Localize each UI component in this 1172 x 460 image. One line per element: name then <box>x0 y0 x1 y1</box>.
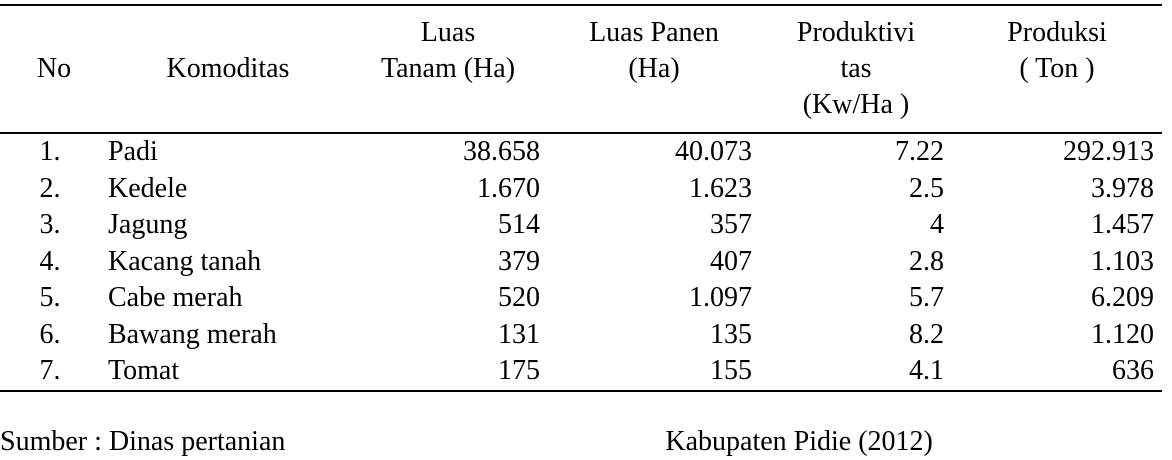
cell-produksi: 6.209 <box>1091 282 1154 314</box>
header-komoditas: Komoditas <box>166 53 290 84</box>
cell-produktivitas: 4.1 <box>909 355 944 387</box>
cell-luas-panen: 1.097 <box>689 282 752 314</box>
cell-produksi: 292.913 <box>1063 136 1154 168</box>
cell-luas-tanam: 175 <box>498 355 540 387</box>
header-produktivitas-line-3: (Kw/Ha ) <box>802 89 910 120</box>
table-row <box>0 133 1162 171</box>
header-produktivitas <box>760 5 952 133</box>
source-note-left: Sumber : Dinas pertanian <box>0 426 286 457</box>
header-produktivitas-line-1: Produktivi <box>796 17 916 48</box>
cell-produktivitas: 2.5 <box>909 172 944 204</box>
header-produksi <box>952 5 1162 133</box>
cell-produksi: 636 <box>1112 355 1154 387</box>
cell-komoditas: Kacang tanah <box>108 245 262 277</box>
cell-luas-panen: 40.073 <box>675 136 752 168</box>
table-row <box>0 244 1162 281</box>
cell-komoditas: Bawang merah <box>108 318 277 350</box>
cell-produktivitas: 8.2 <box>909 318 944 350</box>
cell-komoditas: Cabe merah <box>108 282 243 314</box>
cell-no: 5. <box>39 282 61 314</box>
cell-produktivitas: 2.8 <box>909 245 944 277</box>
cell-luas-panen: 357 <box>710 209 752 241</box>
cell-produksi: 1.457 <box>1091 209 1154 241</box>
header-luas-tanam-line-2: Tanam (Ha) <box>380 53 516 84</box>
header-luas-tanam-line-1: Luas <box>420 17 476 48</box>
cell-luas-tanam: 520 <box>498 282 540 314</box>
commodity-table <box>0 4 1162 392</box>
cell-produktivitas: 4 <box>930 209 944 241</box>
cell-produksi: 1.103 <box>1091 245 1154 277</box>
cell-produksi: 3.978 <box>1091 172 1154 204</box>
table-row <box>0 207 1162 244</box>
cell-luas-panen: 407 <box>710 245 752 277</box>
cell-luas-tanam: 514 <box>498 209 540 241</box>
table-header-row <box>0 5 1162 133</box>
cell-no: 1. <box>39 136 61 168</box>
table-row <box>0 280 1162 317</box>
cell-no: 7. <box>39 355 61 387</box>
cell-komoditas: Kedele <box>108 172 188 204</box>
table-row <box>0 171 1162 208</box>
header-luas-panen-line-1: Luas Panen <box>589 17 719 48</box>
cell-luas-tanam: 38.658 <box>463 136 540 168</box>
table-row <box>0 317 1162 354</box>
table-row <box>0 353 1162 391</box>
header-produktivitas-line-2: tas <box>840 53 872 84</box>
cell-no: 4. <box>39 245 61 277</box>
cell-komoditas: Jagung <box>108 209 188 241</box>
cell-komoditas: Padi <box>108 136 158 168</box>
commodity-table-container <box>0 4 1162 392</box>
cell-komoditas: Tomat <box>108 355 180 387</box>
header-produksi-line-2: ( Ton ) <box>1019 53 1095 84</box>
header-luas-panen-line-2: (Ha) <box>628 53 680 84</box>
cell-luas-panen: 1.623 <box>689 172 752 204</box>
cell-no: 3. <box>39 209 61 241</box>
cell-produktivitas: 5.7 <box>909 282 944 314</box>
cell-no: 6. <box>39 318 61 350</box>
cell-produktivitas: 7.22 <box>895 136 944 168</box>
header-luas-panen <box>548 5 760 133</box>
header-luas-tanam <box>348 5 548 133</box>
cell-luas-tanam: 379 <box>498 245 540 277</box>
header-no: No <box>36 53 72 84</box>
header-produksi-line-1: Produksi <box>1007 17 1107 48</box>
cell-no: 2. <box>39 172 61 204</box>
cell-luas-tanam: 1.670 <box>477 172 540 204</box>
source-note <box>0 424 1172 460</box>
cell-luas-tanam: 131 <box>498 318 540 350</box>
cell-produksi: 1.120 <box>1091 318 1154 350</box>
cell-luas-panen: 155 <box>710 355 752 387</box>
cell-luas-panen: 135 <box>710 318 752 350</box>
source-note-right: Kabupaten Pidie (2012) <box>665 426 933 457</box>
